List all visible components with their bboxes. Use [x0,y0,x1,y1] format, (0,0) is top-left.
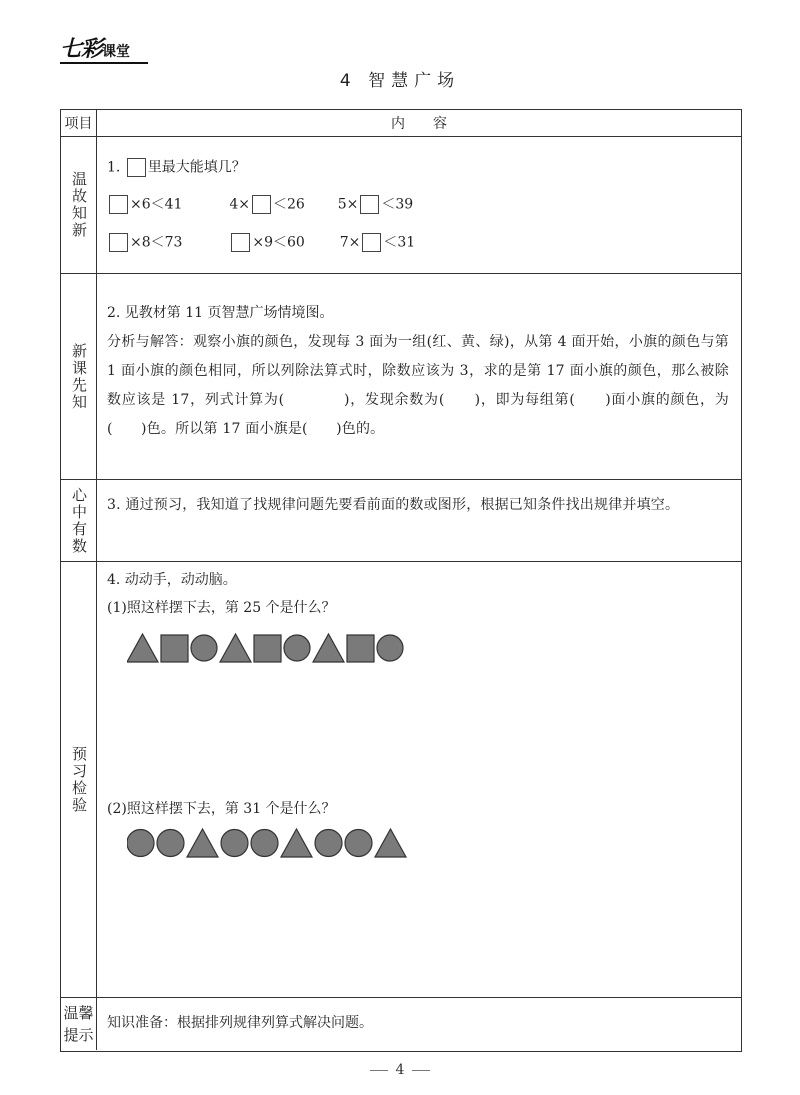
q1-text: 里最大能填几？ [147,159,246,176]
review-label: 温故知新 [70,171,88,239]
circle-shape [251,830,278,857]
q1-number: 1. [107,159,121,176]
expr-text: 4× [229,196,250,213]
answer-box[interactable] [252,195,271,214]
circle-shape [345,830,372,857]
tip-text: 知识准备：根据排列规律列算式解决问题。 [107,1015,373,1031]
page-number-value: 4 [395,1062,405,1078]
tip-content [97,998,741,1050]
header-col-item [61,110,97,136]
triangle-shape [313,634,344,662]
section-label-review [61,137,97,273]
mind-label: 心中有数 [70,486,88,555]
triangle-shape [187,829,218,857]
mind-content [97,480,741,561]
circle-shape [127,830,154,857]
expr-text: ＜39 [381,196,414,213]
circle-shape [377,635,403,661]
section-check [61,562,741,998]
answer-box[interactable] [127,158,146,177]
q3-text: 3. 通过预习，我知道了找规律问题先要看前面的数或图形，根据已知条件找出规律并填空。 [107,497,680,513]
tip-label: 温馨提示 [63,1004,94,1044]
section-review [61,137,741,274]
answer-box[interactable] [109,195,128,214]
review-expr-line2 [107,233,729,252]
newlesson-label: 新课先知 [70,342,88,411]
circle-shape [221,830,248,857]
circle-shape [157,830,184,857]
header-content-label: 内 容 [391,116,447,132]
logo-sub-text: 课堂 [102,44,131,60]
triangle-shape [375,829,406,857]
section-label-newlesson [61,274,97,479]
shape-sequence-2 [127,826,447,860]
circle-shape [191,635,217,661]
page-title: 4 智慧广场 [339,71,461,91]
answer-box[interactable] [109,233,128,252]
circle-shape [315,830,342,857]
expr-text: ＜26 [273,196,305,213]
logo-underline [60,62,148,64]
section-mind [61,480,741,562]
q2-title: 2. 见教材第 11 页智慧广场情境图。 [107,305,334,321]
shape-sequence-1 [127,631,427,665]
expr-text: ＜31 [383,234,416,251]
page-number [0,1062,800,1078]
expr-text: ×8＜73 [130,234,183,251]
answer-box[interactable] [231,233,250,252]
worksheet-table [60,109,742,1052]
expr-text: ×9＜60 [252,234,305,251]
logo-main-text: 七彩 [60,37,103,62]
section-tip [61,998,741,1050]
triangle-shape [281,829,312,857]
answer-box[interactable] [362,233,381,252]
review-q1 [107,158,729,177]
section-newlesson [61,274,741,480]
table-header-row [61,110,741,137]
expr-text: ×6＜41 [130,196,183,213]
check-label: 预习检验 [70,745,88,814]
q4-part2: (2)照这样摆下去，第 31 个是什么？ [107,801,336,817]
triangle-shape [220,634,251,662]
check-content [97,562,741,997]
section-label-check [61,562,97,997]
expr-text: 5× [337,196,359,213]
header-col-content [97,110,741,136]
publisher-logo [60,32,150,66]
square-shape [347,635,374,662]
newlesson-content [97,274,741,479]
square-shape [254,635,281,662]
answer-box[interactable] [360,195,379,214]
square-shape [161,635,188,662]
triangle-shape [127,634,158,662]
q2-analysis: 分析与解答：观察小旗的颜色，发现每 3 面为一组(红、黄、绿)，从第 4 面开始，小旗的颜色与第 1 面小旗的颜色相同，所以列除法算式时，除数应该为 3，求的是第 17 面小旗的颜色，那么被除数应该是 17，列式计算为( )，发现余数为( )，即为每组第( )面小旗的颜色，为( )色。所以第 17 面小旗是( )色的。 [107,334,729,437]
expr-text: 7× [339,234,361,251]
circle-shape [284,635,310,661]
review-content [97,137,741,273]
section-label-mind [61,480,97,561]
q4-part1: (1)照这样摆下去，第 25 个是什么？ [107,600,336,616]
q4-title: 4. 动动手，动动脑。 [107,572,237,588]
review-expr-line1 [107,195,729,214]
section-label-tip [61,998,97,1050]
header-item-label: 项目 [64,116,93,132]
